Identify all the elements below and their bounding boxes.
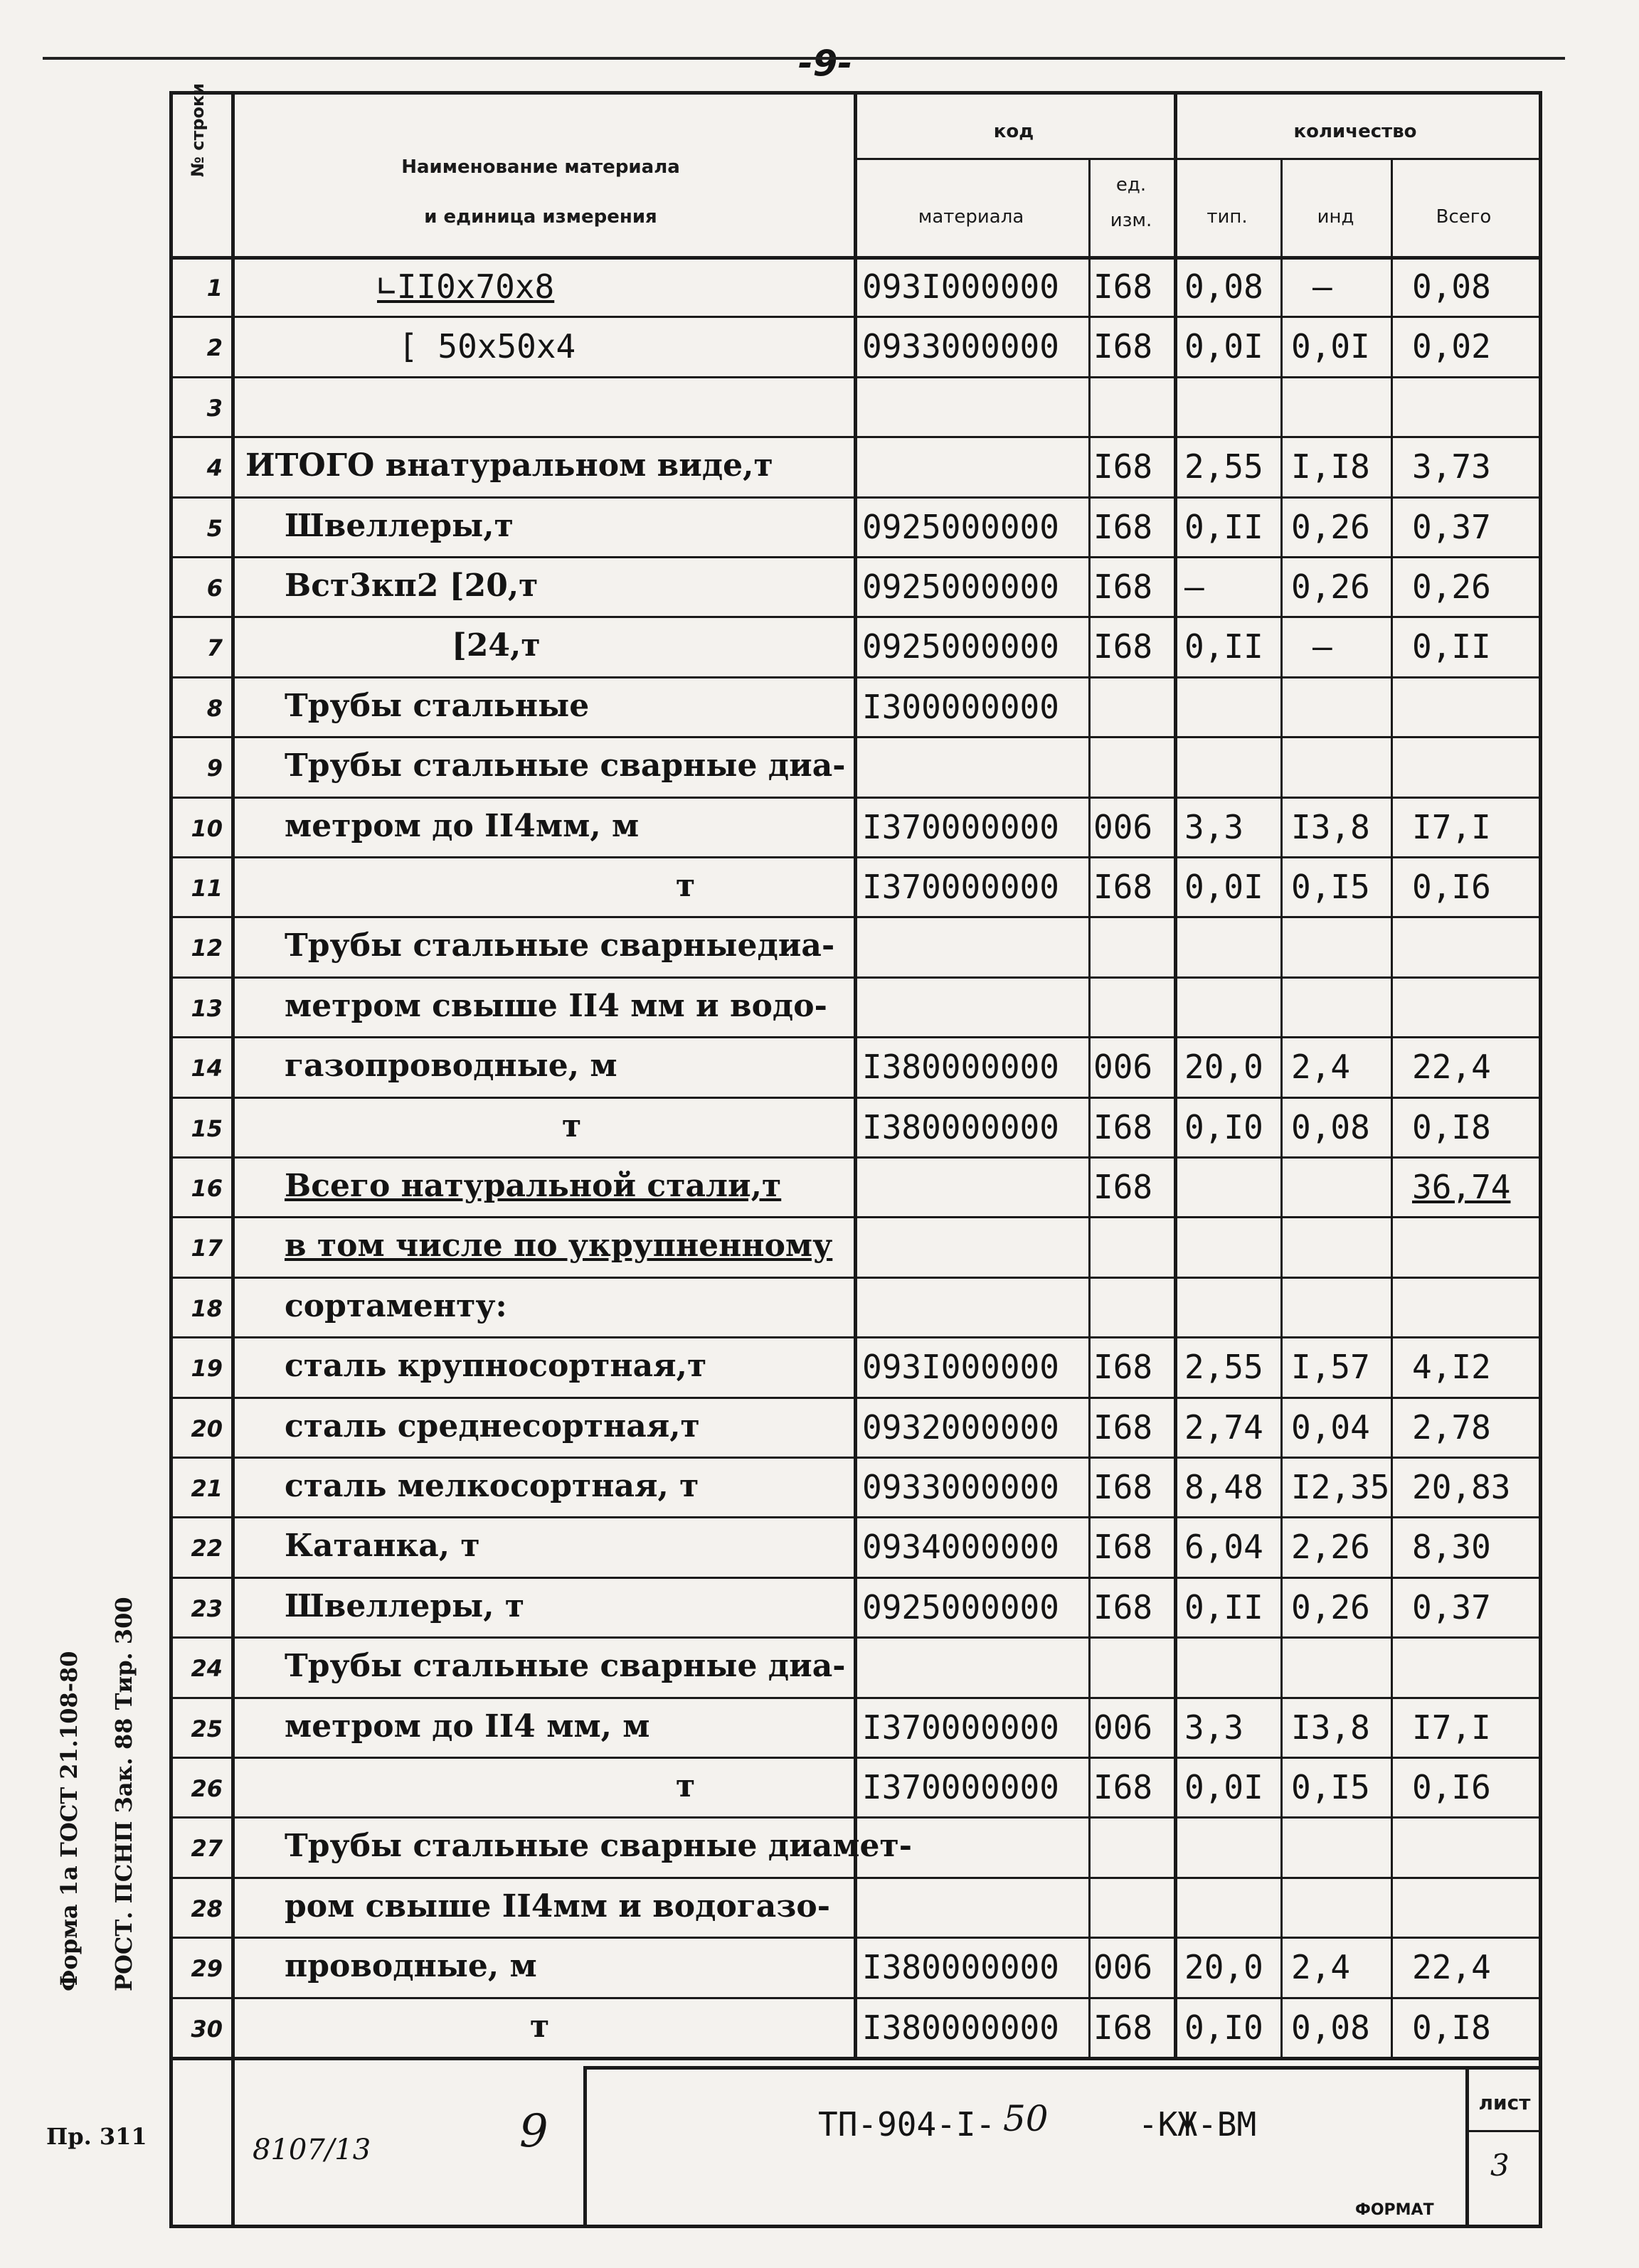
qty-typical: 2,55 <box>1184 1348 1263 1386</box>
material-code: I370000000 <box>862 868 1059 906</box>
qty-typical: 0,I0 <box>1184 1108 1263 1146</box>
qty-total: 0,08 <box>1412 267 1491 306</box>
stamp-handwritten-digit: 9 <box>519 2105 548 2158</box>
row-number: 30 <box>191 2016 223 2043</box>
material-code: 0925000000 <box>862 508 1059 546</box>
column-divider <box>1088 158 1091 2057</box>
column-divider <box>1174 95 1177 2057</box>
header-divider <box>173 256 1539 260</box>
column-divider <box>231 95 235 2225</box>
material-name: Трубы стальные сварные диа- <box>285 1648 846 1684</box>
stamp-sheet-number: 3 <box>1490 2148 1510 2183</box>
header-qty-ind: инд <box>1317 206 1354 228</box>
unit-code: I68 <box>1093 868 1153 906</box>
unit-code: I68 <box>1093 447 1153 486</box>
qty-typical: 3,3 <box>1184 808 1244 846</box>
row-divider <box>173 1697 1539 1699</box>
row-divider <box>173 1097 1539 1099</box>
row-number: 28 <box>191 1895 223 1922</box>
column-divider <box>1280 158 1283 2057</box>
row-number: 9 <box>206 755 223 782</box>
qty-typical: 0,0I <box>1184 1768 1263 1806</box>
margin-order-label: Пр. 311 <box>46 2123 147 2150</box>
row-divider <box>173 1036 1539 1038</box>
row-divider <box>173 1577 1539 1579</box>
material-name: сортаменту: <box>285 1288 507 1324</box>
stamp-sheet-label: лист <box>1478 2091 1531 2114</box>
qty-total: 0,37 <box>1412 508 1491 546</box>
qty-total: 8,30 <box>1412 1528 1491 1566</box>
stamp-inv-number: 8107/13 <box>253 2134 371 2166</box>
top-rule <box>43 57 1565 60</box>
material-name: метром свыше II4 мм и водо- <box>285 988 827 1024</box>
unit-code: I68 <box>1093 1768 1153 1806</box>
qty-typical: 2,55 <box>1184 447 1263 486</box>
stamp-divider <box>583 2066 587 2225</box>
qty-individual: 2,4 <box>1291 1948 1351 1986</box>
qty-individual: 0,26 <box>1291 568 1370 606</box>
unit-code: 006 <box>1093 1948 1153 1986</box>
qty-total: 0,26 <box>1412 568 1491 606</box>
unit-code: 006 <box>1093 808 1153 846</box>
row-number: 6 <box>206 575 223 602</box>
row-number: 18 <box>191 1295 223 1322</box>
material-code: I370000000 <box>862 1768 1059 1806</box>
stamp-format-label: ФОРМАТ <box>1355 2201 1434 2219</box>
qty-typical: 2,74 <box>1184 1408 1263 1447</box>
row-divider <box>173 676 1539 678</box>
material-code: I370000000 <box>862 808 1059 846</box>
header-qty-total: Всего <box>1436 206 1492 228</box>
qty-individual: 0,08 <box>1291 1108 1370 1146</box>
row-number: 23 <box>191 1595 223 1622</box>
material-name: т <box>562 1108 582 1144</box>
header-code-material: материала <box>918 206 1024 228</box>
row-number: 8 <box>206 695 223 722</box>
row-divider <box>173 1216 1539 1218</box>
material-name: Швеллеры, т <box>285 1588 525 1624</box>
qty-total: 22,4 <box>1412 1048 1491 1086</box>
row-number: 15 <box>191 1115 223 1142</box>
unit-code: I68 <box>1093 1408 1153 1447</box>
material-name: метром до II4 мм, м <box>285 1708 650 1745</box>
header-code-unit-line1: ед. <box>1115 174 1147 196</box>
qty-total: 2,78 <box>1412 1408 1491 1447</box>
unit-code: I68 <box>1093 1108 1153 1146</box>
material-name: Трубы стальные сварныедиа- <box>285 927 835 964</box>
row-number: 21 <box>191 1475 223 1502</box>
row-divider <box>173 1757 1539 1759</box>
row-divider <box>173 1937 1539 1939</box>
qty-typical: 0,0I <box>1184 327 1263 366</box>
row-number: 2 <box>206 334 223 361</box>
material-name: сталь крупносортная,т <box>285 1348 707 1384</box>
row-divider <box>173 316 1539 318</box>
qty-individual: 0,I5 <box>1291 868 1370 906</box>
row-number: 27 <box>191 1835 223 1862</box>
row-number: 3 <box>206 395 223 422</box>
qty-individual: I2,35 <box>1291 1468 1390 1506</box>
header-qty-typ: тип. <box>1206 206 1248 228</box>
material-name: Трубы стальные <box>285 688 590 724</box>
material-code: 0934000000 <box>862 1528 1059 1566</box>
qty-total: 0,02 <box>1412 327 1491 366</box>
qty-total: 20,83 <box>1412 1468 1511 1506</box>
material-name: метром до II4мм, м <box>285 808 640 844</box>
header-divider <box>854 158 1539 160</box>
material-code: 093I000000 <box>862 267 1059 306</box>
row-divider <box>173 436 1539 438</box>
row-divider <box>173 1277 1539 1279</box>
qty-total: 36,74 <box>1412 1168 1511 1206</box>
qty-typical: 3,3 <box>1184 1708 1244 1747</box>
material-name: Швеллеры,т <box>285 508 514 544</box>
unit-code: I68 <box>1093 568 1153 606</box>
row-divider <box>173 916 1539 918</box>
row-divider <box>173 1336 1539 1338</box>
page-number: -9- <box>797 43 853 84</box>
row-divider <box>173 1397 1539 1399</box>
material-code: I300000000 <box>862 688 1059 726</box>
unit-code: I68 <box>1093 2008 1153 2047</box>
row-divider <box>173 376 1539 378</box>
qty-individual: 0,0I <box>1291 327 1370 366</box>
material-name: Всего натуральной стали,т <box>285 1168 782 1204</box>
material-name: в том числе по укрупненному <box>285 1228 833 1264</box>
row-number: 20 <box>191 1415 223 1442</box>
qty-typical: – <box>1184 568 1204 606</box>
header-qty-group: количество <box>1293 121 1417 142</box>
material-code: 0933000000 <box>862 327 1059 366</box>
material-name: т <box>676 868 696 904</box>
stamp-designation-number: 50 <box>1003 2098 1049 2139</box>
stamp-divider <box>1465 2066 1469 2225</box>
material-name: сталь мелкосортная, т <box>285 1468 699 1504</box>
column-divider <box>1391 158 1393 2057</box>
qty-typical: 0,0I <box>1184 868 1263 906</box>
unit-code: I68 <box>1093 508 1153 546</box>
row-divider <box>173 736 1539 738</box>
row-number: 11 <box>191 875 223 902</box>
stamp-divider <box>583 2066 1539 2070</box>
row-number: 5 <box>206 515 223 542</box>
row-divider <box>173 616 1539 618</box>
qty-individual: – <box>1312 627 1332 666</box>
row-divider <box>173 2057 1539 2060</box>
qty-total: 22,4 <box>1412 1948 1491 1986</box>
qty-total: 0,II <box>1412 627 1491 666</box>
header-name-line1: Наименование материала <box>401 156 680 178</box>
qty-total: 0,I6 <box>1412 868 1491 906</box>
unit-code: I68 <box>1093 267 1153 306</box>
margin-rost-label: РОСТ. ПСНП Зак. 88 Тир. 300 <box>110 1597 137 1991</box>
row-number: 29 <box>191 1955 223 1982</box>
row-divider <box>173 797 1539 799</box>
stamp-designation-suffix: -КЖ-ВМ <box>1138 2105 1257 2144</box>
qty-total: 4,I2 <box>1412 1348 1491 1386</box>
material-name: Трубы стальные сварные диамет- <box>285 1828 912 1864</box>
margin-form-label: Форма 1а ГОСТ 21.108-80 <box>55 1651 83 1991</box>
qty-individual: 2,4 <box>1291 1048 1351 1086</box>
header-code-unit-line2: изм. <box>1110 210 1152 231</box>
qty-typical: 0,II <box>1184 627 1263 666</box>
row-divider <box>173 1877 1539 1879</box>
unit-code: I68 <box>1093 627 1153 666</box>
row-number: 7 <box>206 634 223 661</box>
material-name: т <box>676 1768 696 1804</box>
material-name: т <box>530 2008 550 2045</box>
qty-typical: 0,II <box>1184 1588 1263 1627</box>
material-code: 0925000000 <box>862 1588 1059 1627</box>
row-number: 14 <box>191 1055 223 1082</box>
qty-individual: I3,8 <box>1291 808 1370 846</box>
row-number: 26 <box>191 1775 223 1802</box>
material-name: проводные, м <box>285 1948 537 1984</box>
unit-code: I68 <box>1093 1588 1153 1627</box>
unit-code: I68 <box>1093 1348 1153 1386</box>
row-number: 12 <box>191 935 223 962</box>
unit-code: I68 <box>1093 1528 1153 1566</box>
row-divider <box>173 1156 1539 1159</box>
material-code: I380000000 <box>862 1048 1059 1086</box>
row-number: 4 <box>206 454 223 481</box>
qty-typical: 6,04 <box>1184 1528 1263 1566</box>
header-name-line2: и единица измерения <box>424 206 657 228</box>
qty-typical: 0,I0 <box>1184 2008 1263 2047</box>
row-number: 16 <box>191 1175 223 1202</box>
material-name: ∟II0x70x8 <box>377 267 555 306</box>
row-number: 25 <box>191 1715 223 1742</box>
row-divider <box>173 1816 1539 1819</box>
qty-total: I7,I <box>1412 1708 1491 1747</box>
qty-total: 0,I8 <box>1412 1108 1491 1146</box>
material-name: Трубы стальные сварные диа- <box>285 747 846 784</box>
unit-code: 006 <box>1093 1048 1153 1086</box>
qty-typical: 0,II <box>1184 508 1263 546</box>
material-code: I380000000 <box>862 1948 1059 1986</box>
material-code: 0932000000 <box>862 1408 1059 1447</box>
material-name: Вст3кп2 [20,т <box>285 568 539 604</box>
unit-code: 006 <box>1093 1708 1153 1747</box>
qty-total: 0,37 <box>1412 1588 1491 1627</box>
material-code: I370000000 <box>862 1708 1059 1747</box>
material-name: [24,т <box>452 627 541 664</box>
column-divider <box>854 95 857 2057</box>
qty-individual: I3,8 <box>1291 1708 1370 1747</box>
header-row-no: № строки <box>188 82 208 177</box>
row-number: 1 <box>206 275 223 302</box>
qty-individual: I,57 <box>1291 1348 1370 1386</box>
material-code: 0933000000 <box>862 1468 1059 1506</box>
row-divider <box>173 496 1539 499</box>
qty-total: 0,I6 <box>1412 1768 1491 1806</box>
qty-individual: 0,26 <box>1291 1588 1370 1627</box>
row-number: 22 <box>191 1535 223 1562</box>
qty-individual: 0,08 <box>1291 2008 1370 2047</box>
unit-code: I68 <box>1093 1168 1153 1206</box>
qty-individual: 0,I5 <box>1291 1768 1370 1806</box>
material-code: 0925000000 <box>862 627 1059 666</box>
row-number: 10 <box>191 815 223 842</box>
qty-typical: 0,08 <box>1184 267 1263 306</box>
qty-individual: 2,26 <box>1291 1528 1370 1566</box>
material-name: Катанка, т <box>285 1528 480 1564</box>
qty-total: 3,73 <box>1412 447 1491 486</box>
row-number: 24 <box>191 1655 223 1682</box>
row-divider <box>173 1997 1539 1999</box>
row-number: 13 <box>191 995 223 1022</box>
row-number: 17 <box>191 1235 223 1262</box>
row-divider <box>173 1636 1539 1639</box>
material-code: I380000000 <box>862 1108 1059 1146</box>
qty-total: 0,I8 <box>1412 2008 1491 2047</box>
material-code: 093I000000 <box>862 1348 1059 1386</box>
qty-individual: 0,26 <box>1291 508 1370 546</box>
qty-typical: 8,48 <box>1184 1468 1263 1506</box>
row-divider <box>173 556 1539 558</box>
row-number: 19 <box>191 1355 223 1382</box>
qty-individual: I,I8 <box>1291 447 1370 486</box>
material-name: [ 50x50x4 <box>398 327 576 366</box>
header-code-group: код <box>993 121 1034 142</box>
material-code: 0925000000 <box>862 568 1059 606</box>
material-name: ИТОГО внатуральном виде,т <box>245 447 773 484</box>
unit-code: I68 <box>1093 327 1153 366</box>
qty-total: I7,I <box>1412 808 1491 846</box>
qty-typical: 20,0 <box>1184 1948 1263 1986</box>
qty-individual: – <box>1312 267 1332 306</box>
row-divider <box>173 856 1539 858</box>
stamp-divider <box>1465 2130 1539 2132</box>
row-divider <box>173 1516 1539 1518</box>
qty-individual: 0,04 <box>1291 1408 1370 1447</box>
material-name: сталь среднесортная,т <box>285 1408 700 1444</box>
unit-code: I68 <box>1093 1468 1153 1506</box>
stamp-designation-prefix: ТП-904-I- <box>818 2105 996 2144</box>
material-code: I380000000 <box>862 2008 1059 2047</box>
material-name: газопроводные, м <box>285 1048 617 1084</box>
material-name: ром свыше II4мм и водогазо- <box>285 1888 830 1924</box>
qty-typical: 20,0 <box>1184 1048 1263 1086</box>
row-divider <box>173 976 1539 979</box>
row-divider <box>173 1457 1539 1459</box>
